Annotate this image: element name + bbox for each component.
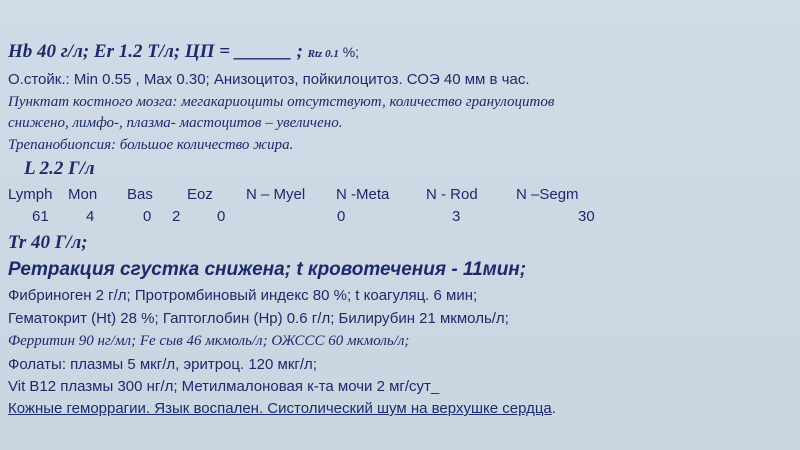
clinical-signs-line <box>8 400 556 417</box>
folates-line: Фолаты: плазмы 5 мкг/л, эритроц. 120 мкг/л; <box>8 356 317 373</box>
formula-header: Lymph <box>8 186 53 203</box>
vitamin-b12-line: Vit B12 плазмы 300 нг/л; Метилмалоновая к-та мочи 2 мг/сут_ <box>8 378 440 395</box>
bone-marrow-line-1: Пунктат костного мозга: мегакариоциты отсутствуют, количество гранулоцитов <box>8 94 555 110</box>
formula-value: 0 <box>143 208 152 225</box>
formula-value: 2 <box>172 208 181 225</box>
formula-value: 4 <box>86 208 95 225</box>
formula-header: N –Segm <box>516 186 579 203</box>
clinical-signs-text: Кожные геморрагии. Язык воспален. Систолический шум на верхушке сердца <box>8 400 552 417</box>
formula-header: Eoz <box>187 186 213 203</box>
reticulocyte-text: Rtz 0.1 <box>307 48 339 60</box>
osmotic-resistance-line: О.стойк.: Min 0.55 , Max 0.30; Анизоцитоз, пойкилоцитоз. СОЭ 40 мм в час. <box>8 71 530 88</box>
clinical-signs-period: . <box>551 400 556 417</box>
formula-header: N – Myel <box>246 186 306 203</box>
formula-header: N -Meta <box>336 186 390 203</box>
ferritin-line: Ферритин 90 нг/мл; Fe сыв 46 мкмоль/л; ОЖССС 60 мкмоль/л; <box>8 333 410 349</box>
blood-count-line <box>8 41 359 63</box>
bone-marrow-line-2: снижено, лимфо-, плазма- мастоцитов – увеличено. <box>8 115 343 131</box>
formula-value: 0 <box>217 208 226 225</box>
leukocytes-line: L 2.2 Г/л <box>24 158 95 179</box>
formula-value: 3 <box>452 208 461 225</box>
formula-header: N - Rod <box>426 186 478 203</box>
platelets-line: Tr 40 Г/л; <box>8 232 88 253</box>
formula-value: 0 <box>337 208 346 225</box>
trephine-biopsy-line: Трепанобиопсия: большое количество жира. <box>8 137 294 153</box>
hematocrit-line: Гематокрит (Ht) 28 %; Гаптоглобин (Hp) 0.6 г/л; Билирубин 21 мкмоль/л; <box>8 310 509 327</box>
formula-value: 61 <box>32 208 49 225</box>
formula-header: Bas <box>127 186 153 203</box>
hemoglobin-text: Hb 40 г/л; Er 1.2 Т/л; ЦП = ______ ; <box>8 41 303 62</box>
clot-retraction-line: Ретракция сгустка снижена; t кровотечения - 11мин; <box>8 259 527 280</box>
formula-header: Mon <box>68 186 98 203</box>
formula-value: 30 <box>578 208 595 225</box>
fibrinogen-line: Фибриноген 2 г/л; Протромбиновый индекс 80 %; t коагуляц. 6 мин; <box>8 287 478 304</box>
reticulocyte-unit: %; <box>338 44 360 60</box>
